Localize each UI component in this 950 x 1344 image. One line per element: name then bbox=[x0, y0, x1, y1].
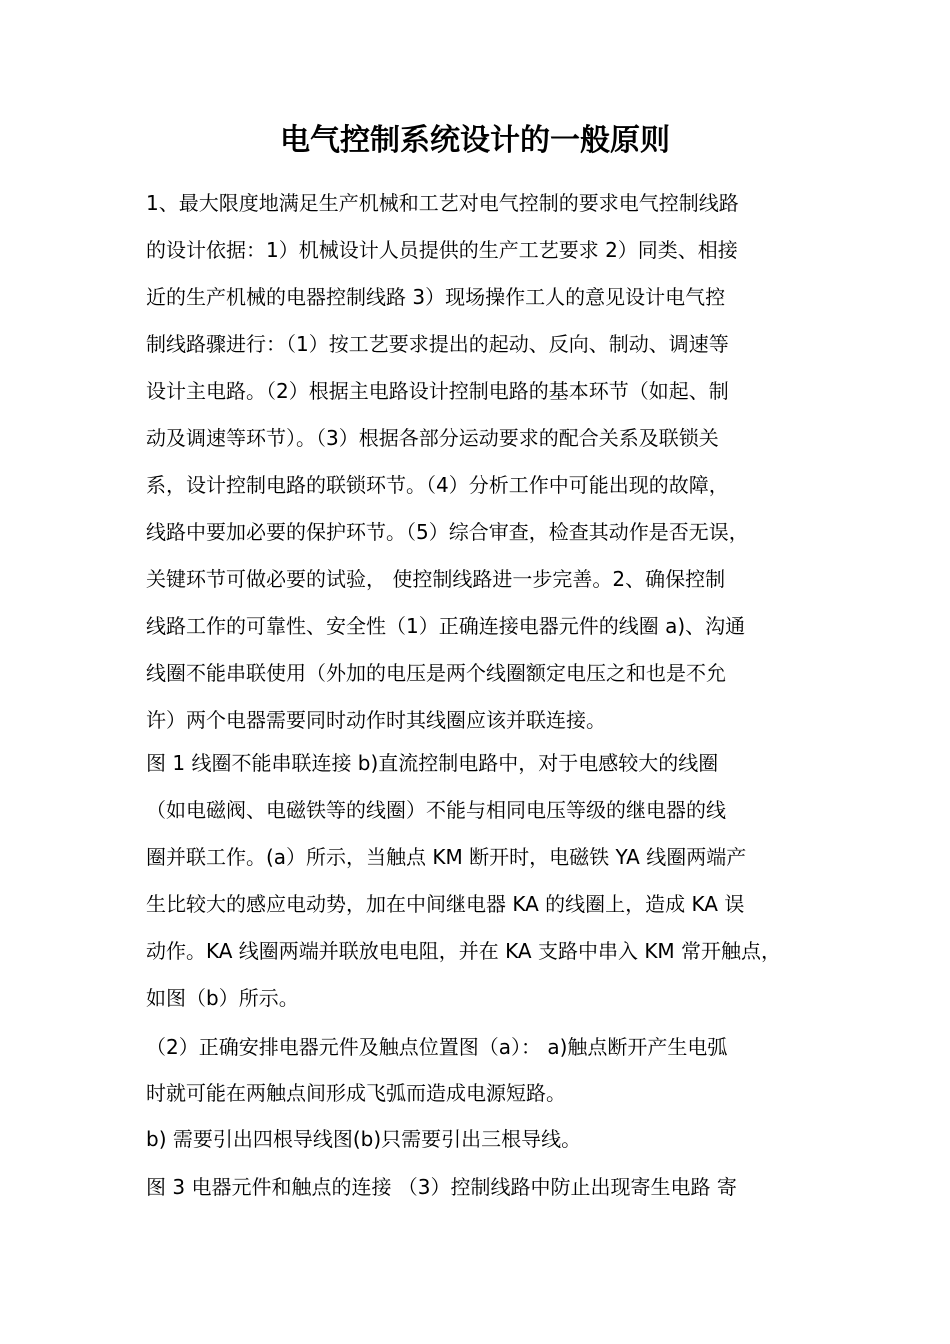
body-text-line: 图 3 电器元件和触点的连接 （3）控制线路中防止出现寄生电路 寄 bbox=[146, 1175, 737, 1199]
body-text-line: 许）两个电器需要同时动作时其线圈应该并联连接。 bbox=[146, 708, 606, 732]
body-text-line: 图 1 线圈不能串联连接 b)直流控制电路中，对于电感较大的线圈 bbox=[146, 751, 719, 775]
body-text-line: 设计主电路。（2）根据主电路设计控制电路的基本环节（如起、制 bbox=[146, 379, 729, 403]
body-text-line: 的设计依据：1）机械设计人员提供的生产工艺要求 2）同类、相接 bbox=[146, 238, 738, 262]
body-text-line: 圈并联工作。(a）所示，当触点 KM 断开时，电磁铁 YA 线圈两端产 bbox=[146, 845, 747, 869]
body-text-line: 线路中要加必要的保护环节。（5）综合审查，检查其动作是否无误， bbox=[146, 520, 749, 544]
body-text-line: 生比较大的感应电动势，加在中间继电器 KA 的线圈上，造成 KA 误 bbox=[146, 892, 745, 916]
body-text-line: 动及调速等环节）。（3）根据各部分运动要求的配合关系及联锁关 bbox=[146, 426, 719, 450]
body-text-line: 系，设计控制电路的联锁环节。（4）分析工作中可能出现的故障， bbox=[146, 473, 729, 497]
body-text-line: 制线路骤进行：（1）按工艺要求提出的起动、反向、制动、调速等 bbox=[146, 332, 729, 356]
body-text-line: 线圈不能串联使用（外加的电压是两个线圈额定电压之和也是不允 bbox=[146, 661, 726, 685]
body-text-line: （2）正确安排电器元件及触点位置图（a）： a)触点断开产生电弧 bbox=[146, 1035, 728, 1059]
body-text-line: 如图（b）所示。 bbox=[146, 986, 299, 1010]
body-text-line: 时就可能在两触点间形成飞弧而造成电源短路。 bbox=[146, 1081, 566, 1105]
document-title: 电气控制系统设计的一般原则 bbox=[280, 123, 670, 158]
body-text-line: 线路工作的可靠性、安全性（1）正确连接电器元件的线圈 a)、沟通 bbox=[146, 614, 746, 638]
body-text-line: 近的生产机械的电器控制线路 3）现场操作工人的意见设计电气控 bbox=[146, 285, 726, 309]
body-text-line: 动作。KA 线圈两端并联放电电阻，并在 KA 支路中串入 KM 常开触点， bbox=[146, 939, 782, 963]
body-text-line: 关键环节可做必要的试验， 使控制线路进一步完善。2、确保控制 bbox=[146, 567, 726, 591]
body-text-line: 1、最大限度地满足生产机械和工艺对电气控制的要求电气控制线路 bbox=[146, 191, 739, 215]
body-text-line: b) 需要引出四根导线图(b)只需要引出三根导线。 bbox=[146, 1127, 582, 1151]
body-text-line: （如电磁阀、电磁铁等的线圈）不能与相同电压等级的继电器的线 bbox=[146, 798, 726, 822]
